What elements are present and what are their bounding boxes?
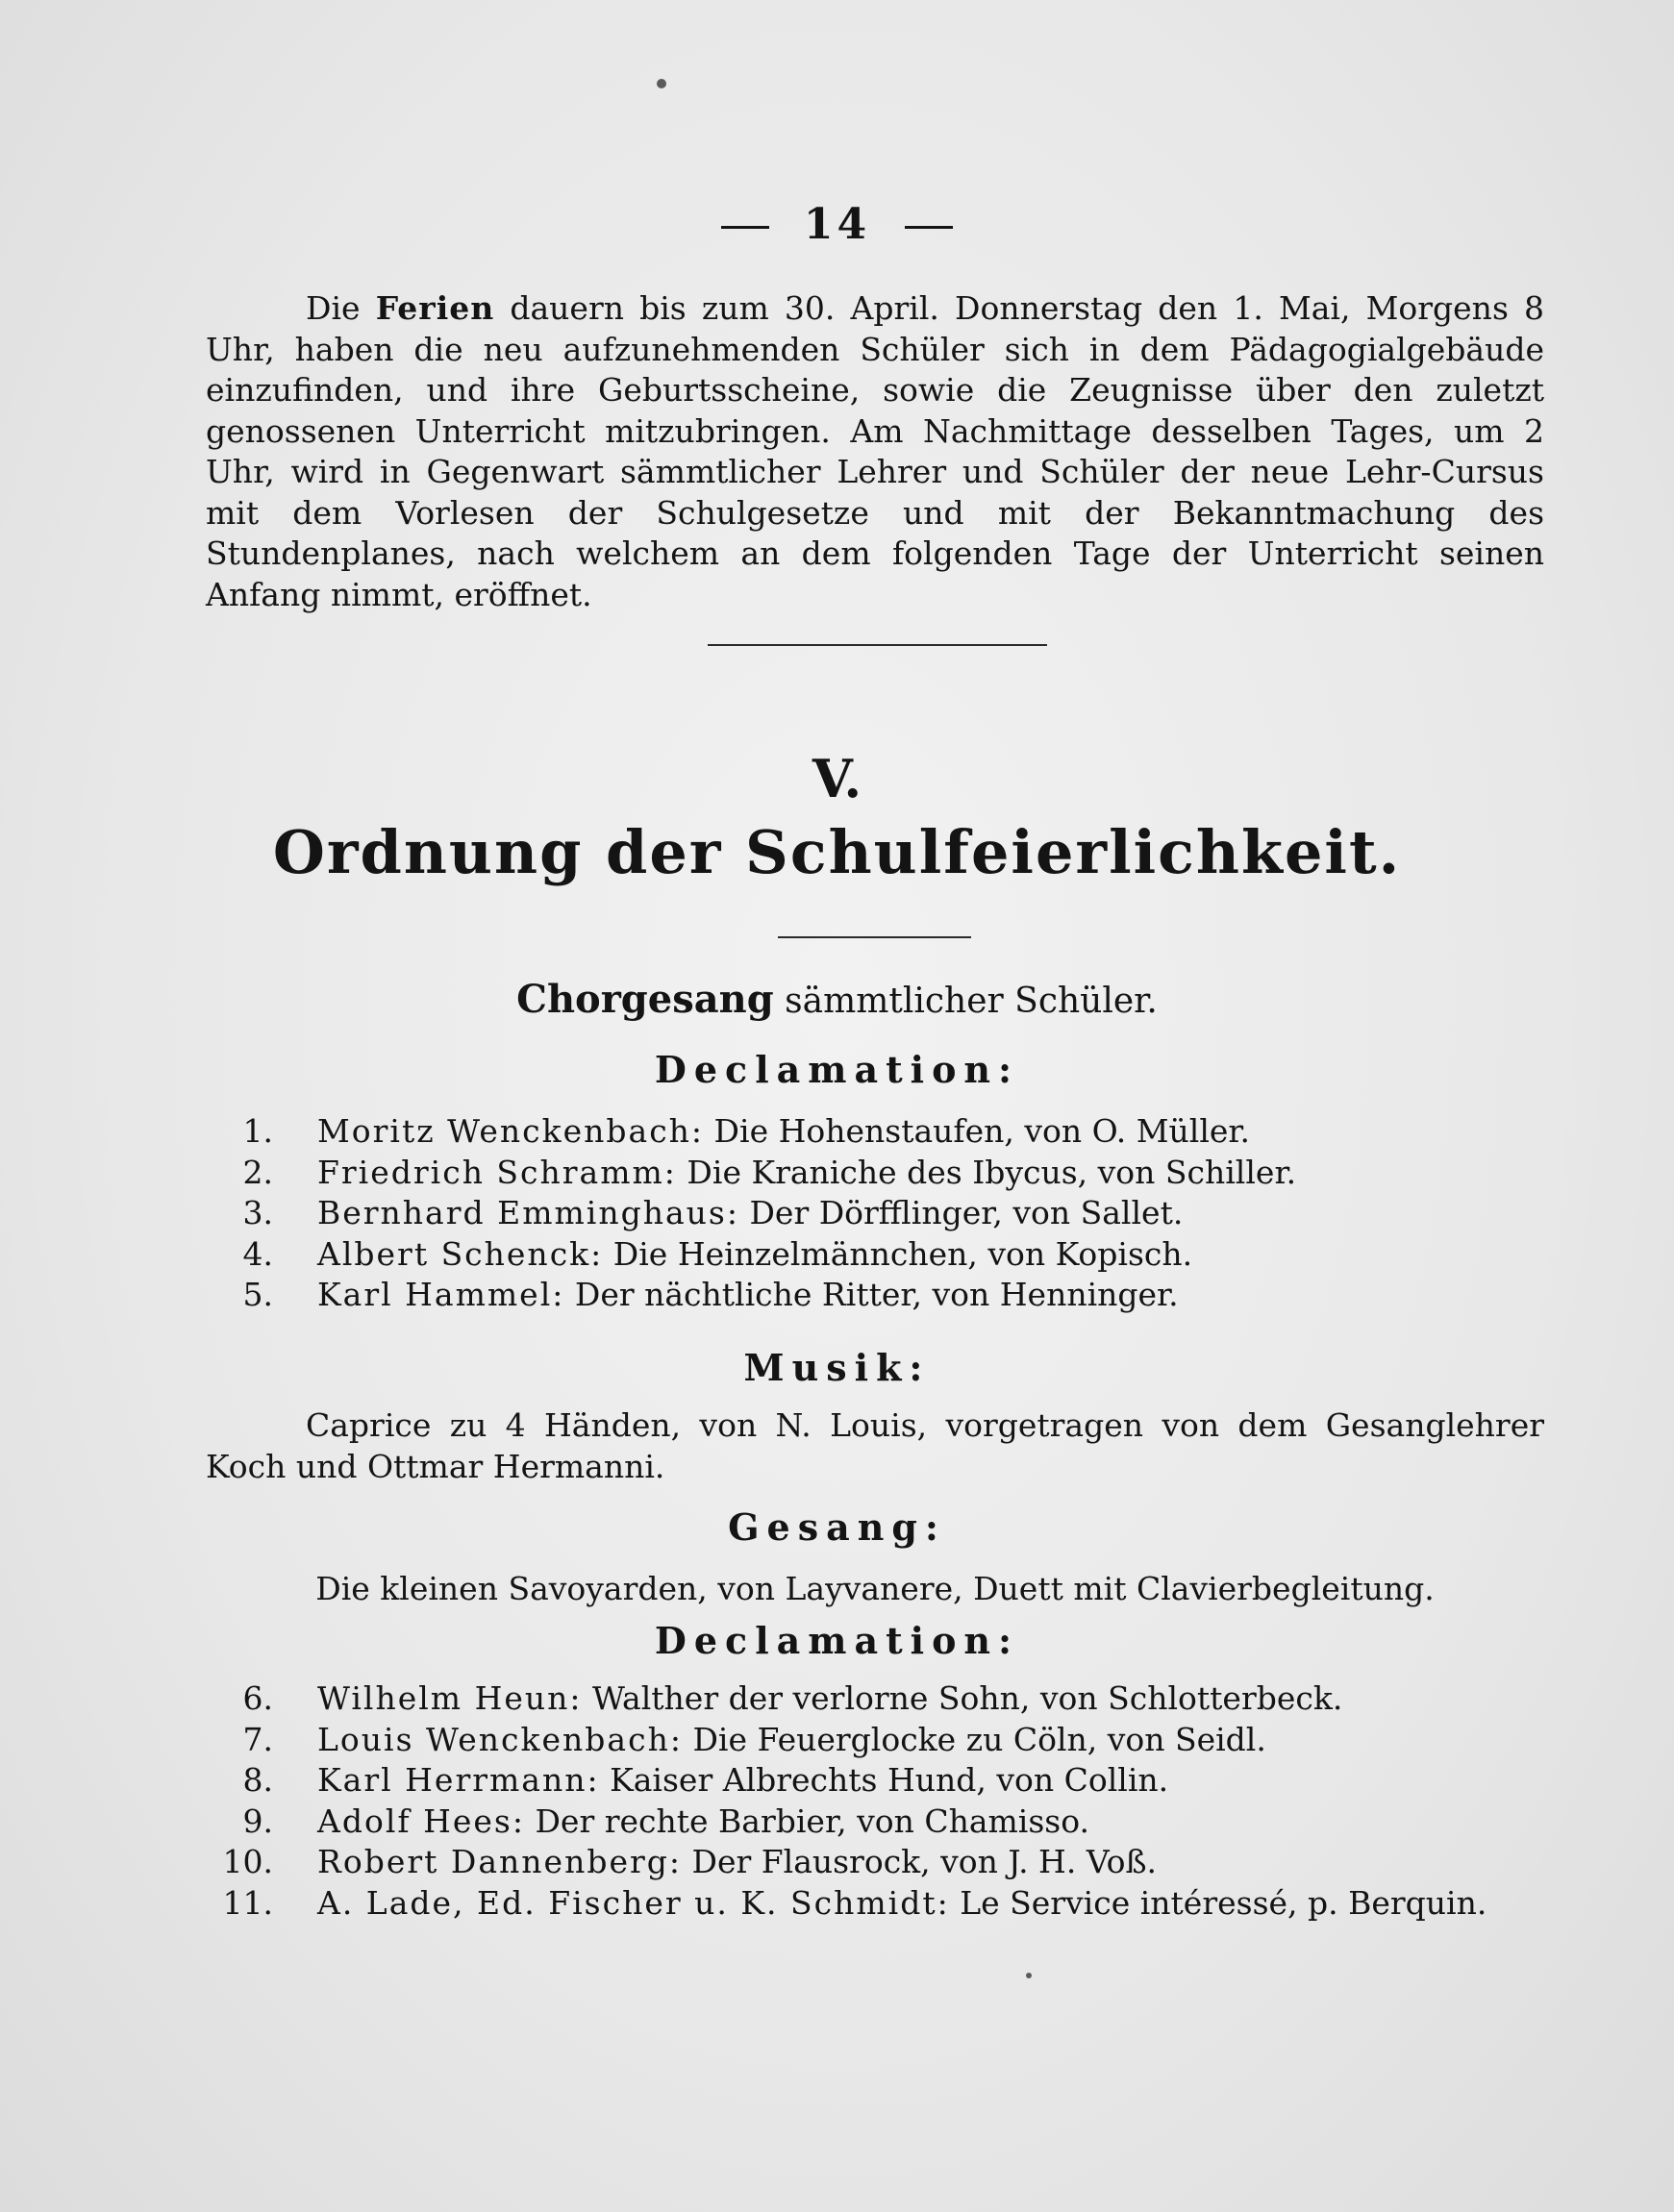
dash-left	[721, 226, 769, 229]
item-work: Der nächtliche Ritter, von Henninger.	[564, 1276, 1179, 1313]
item-work: Walther der verlorne Sohn, von Schlotterbeck.	[582, 1679, 1343, 1717]
item-number: 3.	[242, 1194, 273, 1231]
page-number: 14	[803, 200, 871, 249]
list-item	[206, 1234, 1552, 1276]
item-speaker: Karl Herrmann:	[317, 1761, 600, 1799]
item-speaker: Wilhelm Heun:	[317, 1679, 583, 1717]
item-work: Der Flausrock, von J. H. Voß.	[682, 1843, 1158, 1880]
item-work: Der rechte Barbier, von Chamisso.	[524, 1802, 1090, 1840]
list-item	[206, 1760, 1552, 1802]
musik-heading: Musik:	[743, 1346, 931, 1389]
intro-before: Die	[306, 289, 376, 327]
list-item	[206, 1842, 1552, 1883]
declamation-list-2	[206, 1678, 1552, 1924]
list-item	[206, 1111, 1552, 1153]
list-item	[206, 1275, 1552, 1316]
list-item	[206, 1678, 1552, 1720]
item-work: Die Heinzelmännchen, von Kopisch.	[603, 1234, 1193, 1273]
intro-paragraph	[206, 288, 1544, 615]
declamation-heading-2: Declamation:	[654, 1619, 1020, 1662]
item-work: Die Kraniche des Ibycus, von Schiller.	[676, 1153, 1297, 1191]
list-item	[206, 1883, 1552, 1925]
section-title: Ordnung der Schulfeierlichkeit.	[272, 817, 1402, 887]
section-numeral: V.	[812, 748, 862, 809]
chorgesang-lead: Chorgesang	[516, 977, 774, 1022]
ink-speck	[657, 79, 666, 88]
list-item	[206, 1153, 1552, 1194]
ink-speck	[1026, 1973, 1032, 1978]
intro-after: dauern bis zum 30. April. Donnerstag den 1. Mai, Morgens 8 Uhr, haben die neu aufzunehmenden Schüler sich in dem Pädagogialgebäude einzufinden, und ihre Geburtsscheine, sowie die Zeugnisse über den zuletzt genossenen Unterricht mitzubringen. Am Nachmittage desselben Tages, um 2 Uhr, wird in Gegenwart sämmtlicher Lehrer und Schüler der neue Lehr-Cursus mit dem Vorlesen der Schulgesetze und mit der Bekanntmachung des Stundenplanes, nach welchem an dem folgenden Tage der Unterricht seinen Anfang nimmt, eröffnet.	[206, 289, 1545, 613]
section-divider-bottom	[778, 936, 971, 938]
item-work: Kaiser Albrechts Hund, von Collin.	[599, 1761, 1169, 1799]
item-speaker: Moritz Wenckenbach:	[317, 1112, 705, 1150]
dash-right	[905, 226, 953, 229]
item-number: 6.	[242, 1679, 273, 1717]
item-work: Le Service intéressé, p. Berquin.	[949, 1883, 1487, 1922]
list-item	[206, 1193, 1552, 1234]
item-number: 4.	[242, 1234, 273, 1273]
intro-bold-word: Ferien	[375, 289, 495, 327]
section-divider-top	[708, 644, 1047, 646]
declamation-heading-1: Declamation:	[654, 1048, 1020, 1091]
chorgesang-rest: sämmtlicher Schüler.	[773, 982, 1158, 1021]
list-item	[206, 1720, 1552, 1761]
item-work: Die Feuerglocke zu Cöln, von Seidl.	[682, 1720, 1266, 1758]
gesang-heading: Gesang:	[728, 1505, 946, 1549]
item-number: 2.	[242, 1153, 273, 1191]
item-speaker: A. Lade, Ed. Fischer u. K. Schmidt:	[317, 1883, 950, 1922]
item-number: 10.	[222, 1843, 273, 1880]
item-speaker: Louis Wenckenbach:	[317, 1720, 683, 1758]
item-speaker: Bernhard Emminghaus:	[317, 1194, 739, 1231]
list-item	[206, 1802, 1552, 1843]
item-work: Der Dörfflinger, von Sallet.	[738, 1194, 1184, 1231]
item-number: 5.	[242, 1276, 273, 1313]
item-number: 9.	[242, 1802, 273, 1840]
item-speaker: Friedrich Schramm:	[317, 1153, 677, 1191]
chorgesang-line	[0, 977, 1674, 1022]
item-work: Die Hohenstaufen, von O. Müller.	[704, 1112, 1251, 1150]
item-speaker: Albert Schenck:	[317, 1234, 604, 1273]
item-speaker: Karl Hammel:	[317, 1276, 565, 1313]
item-number: 11.	[222, 1883, 273, 1922]
item-speaker: Adolf Hees:	[317, 1802, 525, 1840]
gesang-text: Die kleinen Savoyarden, von Layvanere, Duett mit Clavierbegleitung.	[315, 1570, 1435, 1607]
declamation-list-1	[206, 1111, 1552, 1316]
page-number-line	[0, 200, 1674, 249]
musik-text: Caprice zu 4 Händen, von N. Louis, vorgetragen von dem Gesanglehrer Koch und Ottmar Hermanni.	[206, 1406, 1544, 1485]
item-number: 8.	[242, 1761, 273, 1799]
item-number: 7.	[242, 1720, 273, 1758]
item-number: 1.	[242, 1112, 273, 1150]
item-speaker: Robert Dannenberg:	[317, 1843, 682, 1880]
